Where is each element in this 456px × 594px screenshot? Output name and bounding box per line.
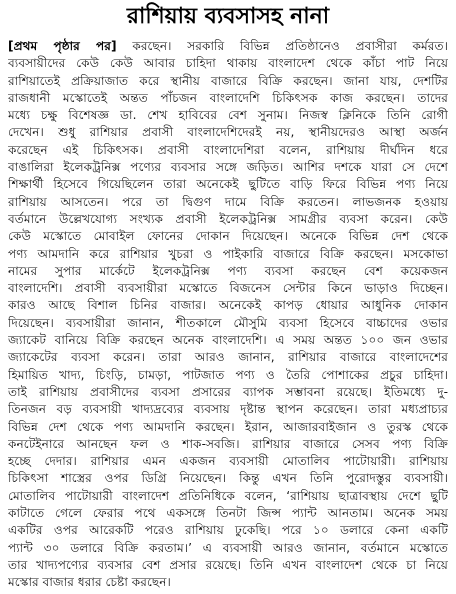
article-line: দিয়েছেন। ব্যবসায়ীরা জানান, শীতকালে মৌসুমি ব্যবসা হিসেবে বাচ্চাদের ওভার — [8, 315, 448, 330]
article-line: মধ্যে চক্ষু বিশেষজ্ঞ ডা. শেখ হাবিবের বেশ সুনাম। নিজস্ব ক্লিনিকে তিনি রোগী — [8, 108, 448, 123]
article-line: বর্তমানে উল্লেখযোগ্য সংখ্যক প্রবাসী ইলেকট্রনিক্স সামগ্রীর ব্যবসা করেন। কেউ — [8, 211, 448, 226]
article-line: কেউ মস্কোতে মোবাইল ফোনের দোকান দিয়েছেন। অনেকে বিভিন্ন দেশ থেকে — [8, 229, 448, 244]
article-line: হচ্ছে দেদার। রাশিয়ার এমন একজন ব্যবসায়ী মোতালিব পাটোয়ারী। রাশিয়ায় — [8, 454, 448, 469]
article-line: রাজধানী মস্কোতেই অন্তত পাঁচজন বাংলাদেশি চিকিৎসক কাজ করছেন। তাদের — [8, 90, 448, 105]
article-line: তার খাদ্যপণ্যের ব্যবসার বেশ প্রসার রয়েছে। তিনি এখন বাংলাদেশ থেকে চা নিয়ে — [8, 557, 448, 572]
article-body — [8, 38, 448, 590]
article-line: জ্যাকেট বানিয়ে বিক্রি করছেন অনেক বাংলাদেশি। এ সময় অন্তত ১০০ জন ওভার — [8, 333, 448, 348]
article-line: চিকিৎসা শাস্ত্রের ওপর ডিগ্রি নিয়েছেন। কিন্তু এখন তিনি পুরোদস্তুর ব্যবসায়ী। — [8, 471, 448, 486]
article-line: দেখেন। শুধু রাশিয়ার প্রবাসী বাংলাদেশিদেরই নয়, স্থানীয়দেরও আস্থা অর্জন — [8, 125, 448, 140]
article-headline: রাশিয়ায় ব্যবসাসহ নানা — [126, 4, 330, 29]
article-line: বাংলাদেশি। প্রবাসী ব্যবসায়ীরা মস্কোতে বিজনেস সেন্টার কিনে ভাড়াও দিচ্ছেন। — [8, 281, 448, 296]
article-line: কাটাতে গেলে ফেরার পথে একসঙ্গে তিনটা জিন্স প্যান্ট আনতাম। অনেক সময় — [8, 506, 448, 521]
article-line: করেছেন এই চিকিৎসক। প্রবাসী বাংলাদেশিরা বলেন, রাশিয়ায় দীর্ঘদিন ধরে — [8, 142, 448, 157]
article-line: প্যান্ট ৩০ ডলারে বিক্রি করতাম।’ এ ব্যবসায়ী আরও জানান, বর্তমানে মস্কোতে — [8, 540, 448, 555]
article-line: কনটেইনারে আনছেন ফল ও শাক-সবজি। রাশিয়ার বাজারে সেসব পণ্য বিক্রি — [8, 436, 448, 451]
article-line: মোতালিব পাটোয়ারী বাংলাদেশ প্রতিনিধিকে বলেন, ‘রাশিয়ায় ছাত্রাবস্থায় দেশে ছুটি — [8, 488, 448, 503]
continued-from-label: [প্রথম পৃষ্ঠার পর] — [8, 39, 117, 53]
article-line: শিক্ষার্থী হিসেবে গিয়েছিলেন তারা অনেকেই ছুটিতে বাড়ি ফিরে বিভিন্ন পণ্য নিয়ে — [8, 177, 448, 192]
article-line: একটির ওপর আরেকটি পরেও রাশিয়ায় ঢুকেছি। পরে ১০ ডলারে কেনা একটি — [8, 523, 448, 538]
article-line: ব্যবসায়ীদের কেউ কেউ আবার চাহিদা থাকায় বাংলাদেশ থেকে কাঁচা পাট নিয়ে — [8, 56, 448, 71]
article-line: রাশিয়াতেই প্রক্রিয়াজাত করে স্থানীয় বাজারে বিক্রি করছেন। জানা যায়, দেশটির — [8, 73, 448, 88]
article-line: কারও আছে বিশাল চিনির বাজার। অনেকেই কাপড় ধোয়ার আধুনিক দোকান — [8, 298, 448, 313]
article-line: [প্রথম পৃষ্ঠার পর] করছেন। সরকারি বিভিন্ন প্রতিষ্ঠানেও প্রবাসীরা কর্মরত। — [8, 39, 448, 53]
article-line: বাঙালিরা ইলেকট্রনিক্স পণ্যের ব্যবসার সঙ্গে জড়িত। আশির দশকে যারা সে দেশে — [8, 160, 448, 175]
article-line: মস্কোর বাজার ধরার চেষ্টা করছেন। — [8, 575, 171, 590]
article-line: তিনজন বড় ব্যবসায়ী খাদ্যদ্রব্যের ব্যবসায় দৃষ্টান্ত স্থাপন করেছেন। তারা মধ্যপ্রাচ্যর — [8, 402, 448, 417]
article-line: জ্যাকেটের ব্যবসা করেন। তারা আরও জানান, রাশিয়ার বাজারে বাংলাদেশের — [8, 350, 448, 365]
article-line: হিমায়িত খাদ্য, চিংড়ি, চামড়া, পাটজাত পণ্য ও তৈরি পোশাকের প্রচুর চাহিদা। — [8, 367, 448, 382]
article-line: রাশিয়ায় আসতেন। পরে তা দ্বিগুণ দামে বিক্রি করতেন। লাভজনক হওয়ায় — [8, 194, 448, 209]
article-line: তাই রাশিয়ায় প্রবাসীদের ব্যবসা প্রসারের ব্যাপক সম্ভাবনা রয়েছে। ইতিমধ্যে দু- — [8, 384, 448, 399]
article-line: পণ্য আমদানি করে রাশিয়ার খুচরা ও পাইকারি বাজারে বিক্রি করছেন। মসকোভা — [8, 246, 448, 261]
article-line: নামের সুপার মার্কেটে ইলেকট্রনিক্স পণ্য ব্যবসা করছেন বেশ কয়েকজন — [8, 263, 448, 278]
article-line: বিভিন্ন দেশ থেকে পণ্য আমদানি করছেন। ইরান, আজারবাইজান ও তুরস্ক থেকে — [8, 419, 448, 434]
headline-area — [0, 0, 456, 34]
